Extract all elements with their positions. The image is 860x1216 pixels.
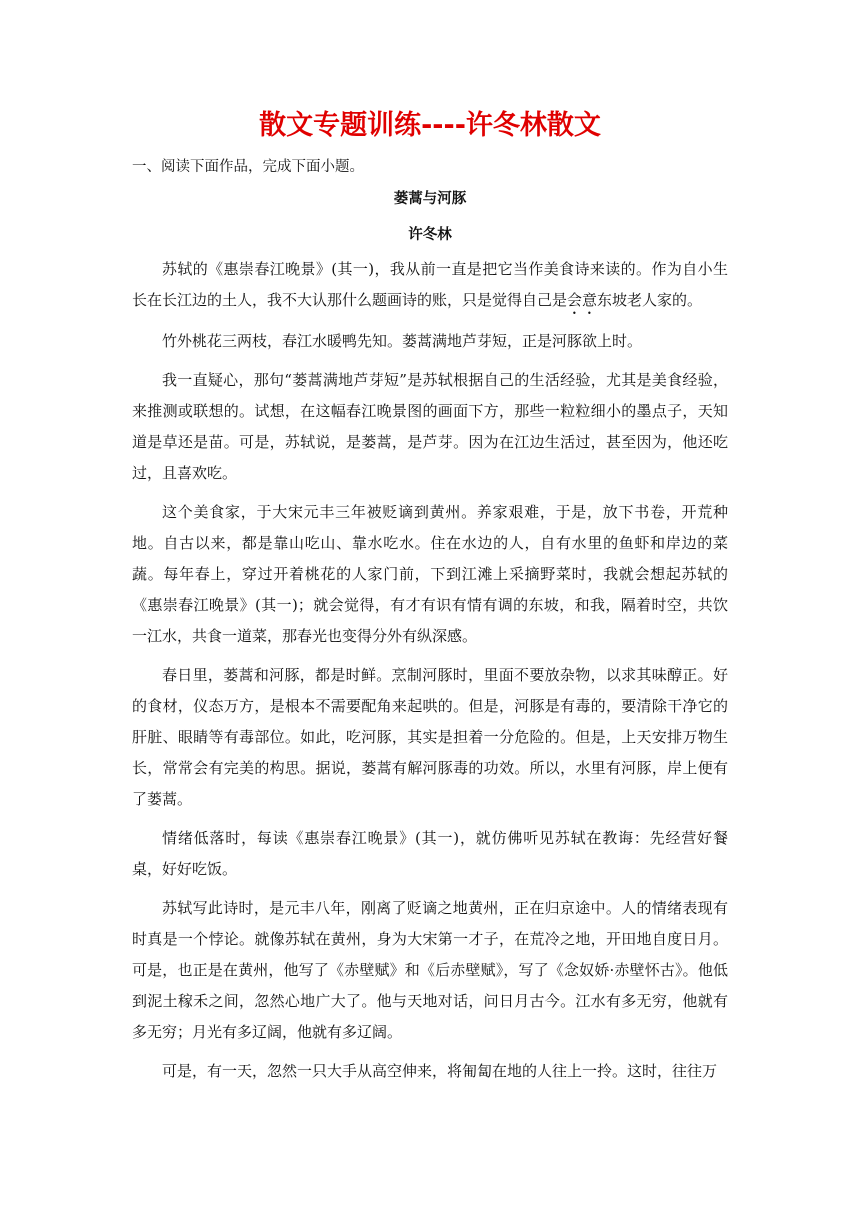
paragraph-7: 苏轼写此诗时，是元丰八年，刚离了贬谪之地黄州，正在归京途中。人的情绪表现有时真是一个悖论。就像苏轼在黄州，身为大宋第一才子，在荒冷之地，开田地自度日月。可是，也正是在黄州，他写了《赤壁赋》和《后赤壁赋》，写了《念奴娇·赤壁怀古》。他低到泥土稼禾之间，忽然心地广大了。他与天地对话，问日月古今。江水有多无穷，他就有多无穷；月光有多辽阔，他就有多辽阔。 — [132, 899, 728, 1041]
paragraph-2: 竹外桃花三两枝，春江水暖鸭先知。蒌蒿满地芦芽短，正是河豚欲上时。 — [162, 332, 643, 350]
question-instruction: 一、阅读下面作品，完成下面小题。 — [132, 159, 364, 175]
paragraph-3: 我一直疑心，那句“蒌蒿满地芦芽短”是苏轼根据自己的生活经验，尤其是美食经验，来推测或联想的。试想，在这幅春江晚景图的画面下方，那些一粒粒细小的墨点子，天知道是草还是苗。可是，苏轼说，是蒌蒿，是芦芽。因为在江边生活过，甚至因为，他还吃过，且喜欢吃。 — [132, 371, 728, 482]
paragraph-5: 春日里，蒌蒿和河豚，都是时鲜。烹制河豚时，里面不要放杂物，以求其味醇正。好的食材，仪态万方，是根本不需要配角来起哄的。但是，河豚是有毒的，要清除干净它的肝脏、眼睛等有毒部位。如此，吃河豚，其实是担着一分危险的。但是，上天安排万物生长，常常会有完美的构思。据说，蒌蒿有解河豚毒的功效。所以，水里有河豚，岸上便有了蒌蒿。 — [132, 666, 728, 808]
essay-author: 许冬林 — [408, 226, 452, 243]
paragraph-8: 可是，有一天，忽然一只大手从高空伸来，将匍匐在地的人往上一拎。这时，往往万 — [162, 1062, 718, 1080]
emphasized-word: 会意 — [567, 291, 598, 309]
paragraph-1-text-start: 苏轼的《惠崇春江晚景》(其一)，我从前一直是把它当作美食诗来读的。作为自小生长在长江边的土人，我不大认那什么题画诗的账，只是觉得自己是 — [132, 260, 728, 309]
essay-body — [132, 254, 728, 1095]
paragraph-1-text-end: 东坡老人家的。 — [597, 291, 703, 309]
essay-title: 蒌蒿与河豚 — [393, 190, 467, 207]
document-title: 散文专题训练----许冬林散文 — [259, 110, 601, 141]
paragraph-6: 情绪低落时，每读《惠崇春江晚景》(其一)，就仿佛听见苏轼在教诲：先经营好餐桌，好好吃饭。 — [132, 829, 728, 878]
paragraph-4: 这个美食家，于大宋元丰三年被贬谪到黄州。养家艰难，于是，放下书卷，开荒种地。自古以来，都是靠山吃山、靠水吃水。住在水边的人，自有水里的鱼虾和岸边的菜蔬。每年春上，穿过开着桃花的人家门前，下到江滩上采摘野菜时，我就会想起苏轼的《惠崇春江晚景》(其一)；就会觉得，有才有识有情有调的东坡，和我，隔着时空，共饮一江水，共食一道菜，那春光也变得分外有纵深感。 — [132, 503, 728, 645]
paragraph-1 — [132, 254, 728, 318]
